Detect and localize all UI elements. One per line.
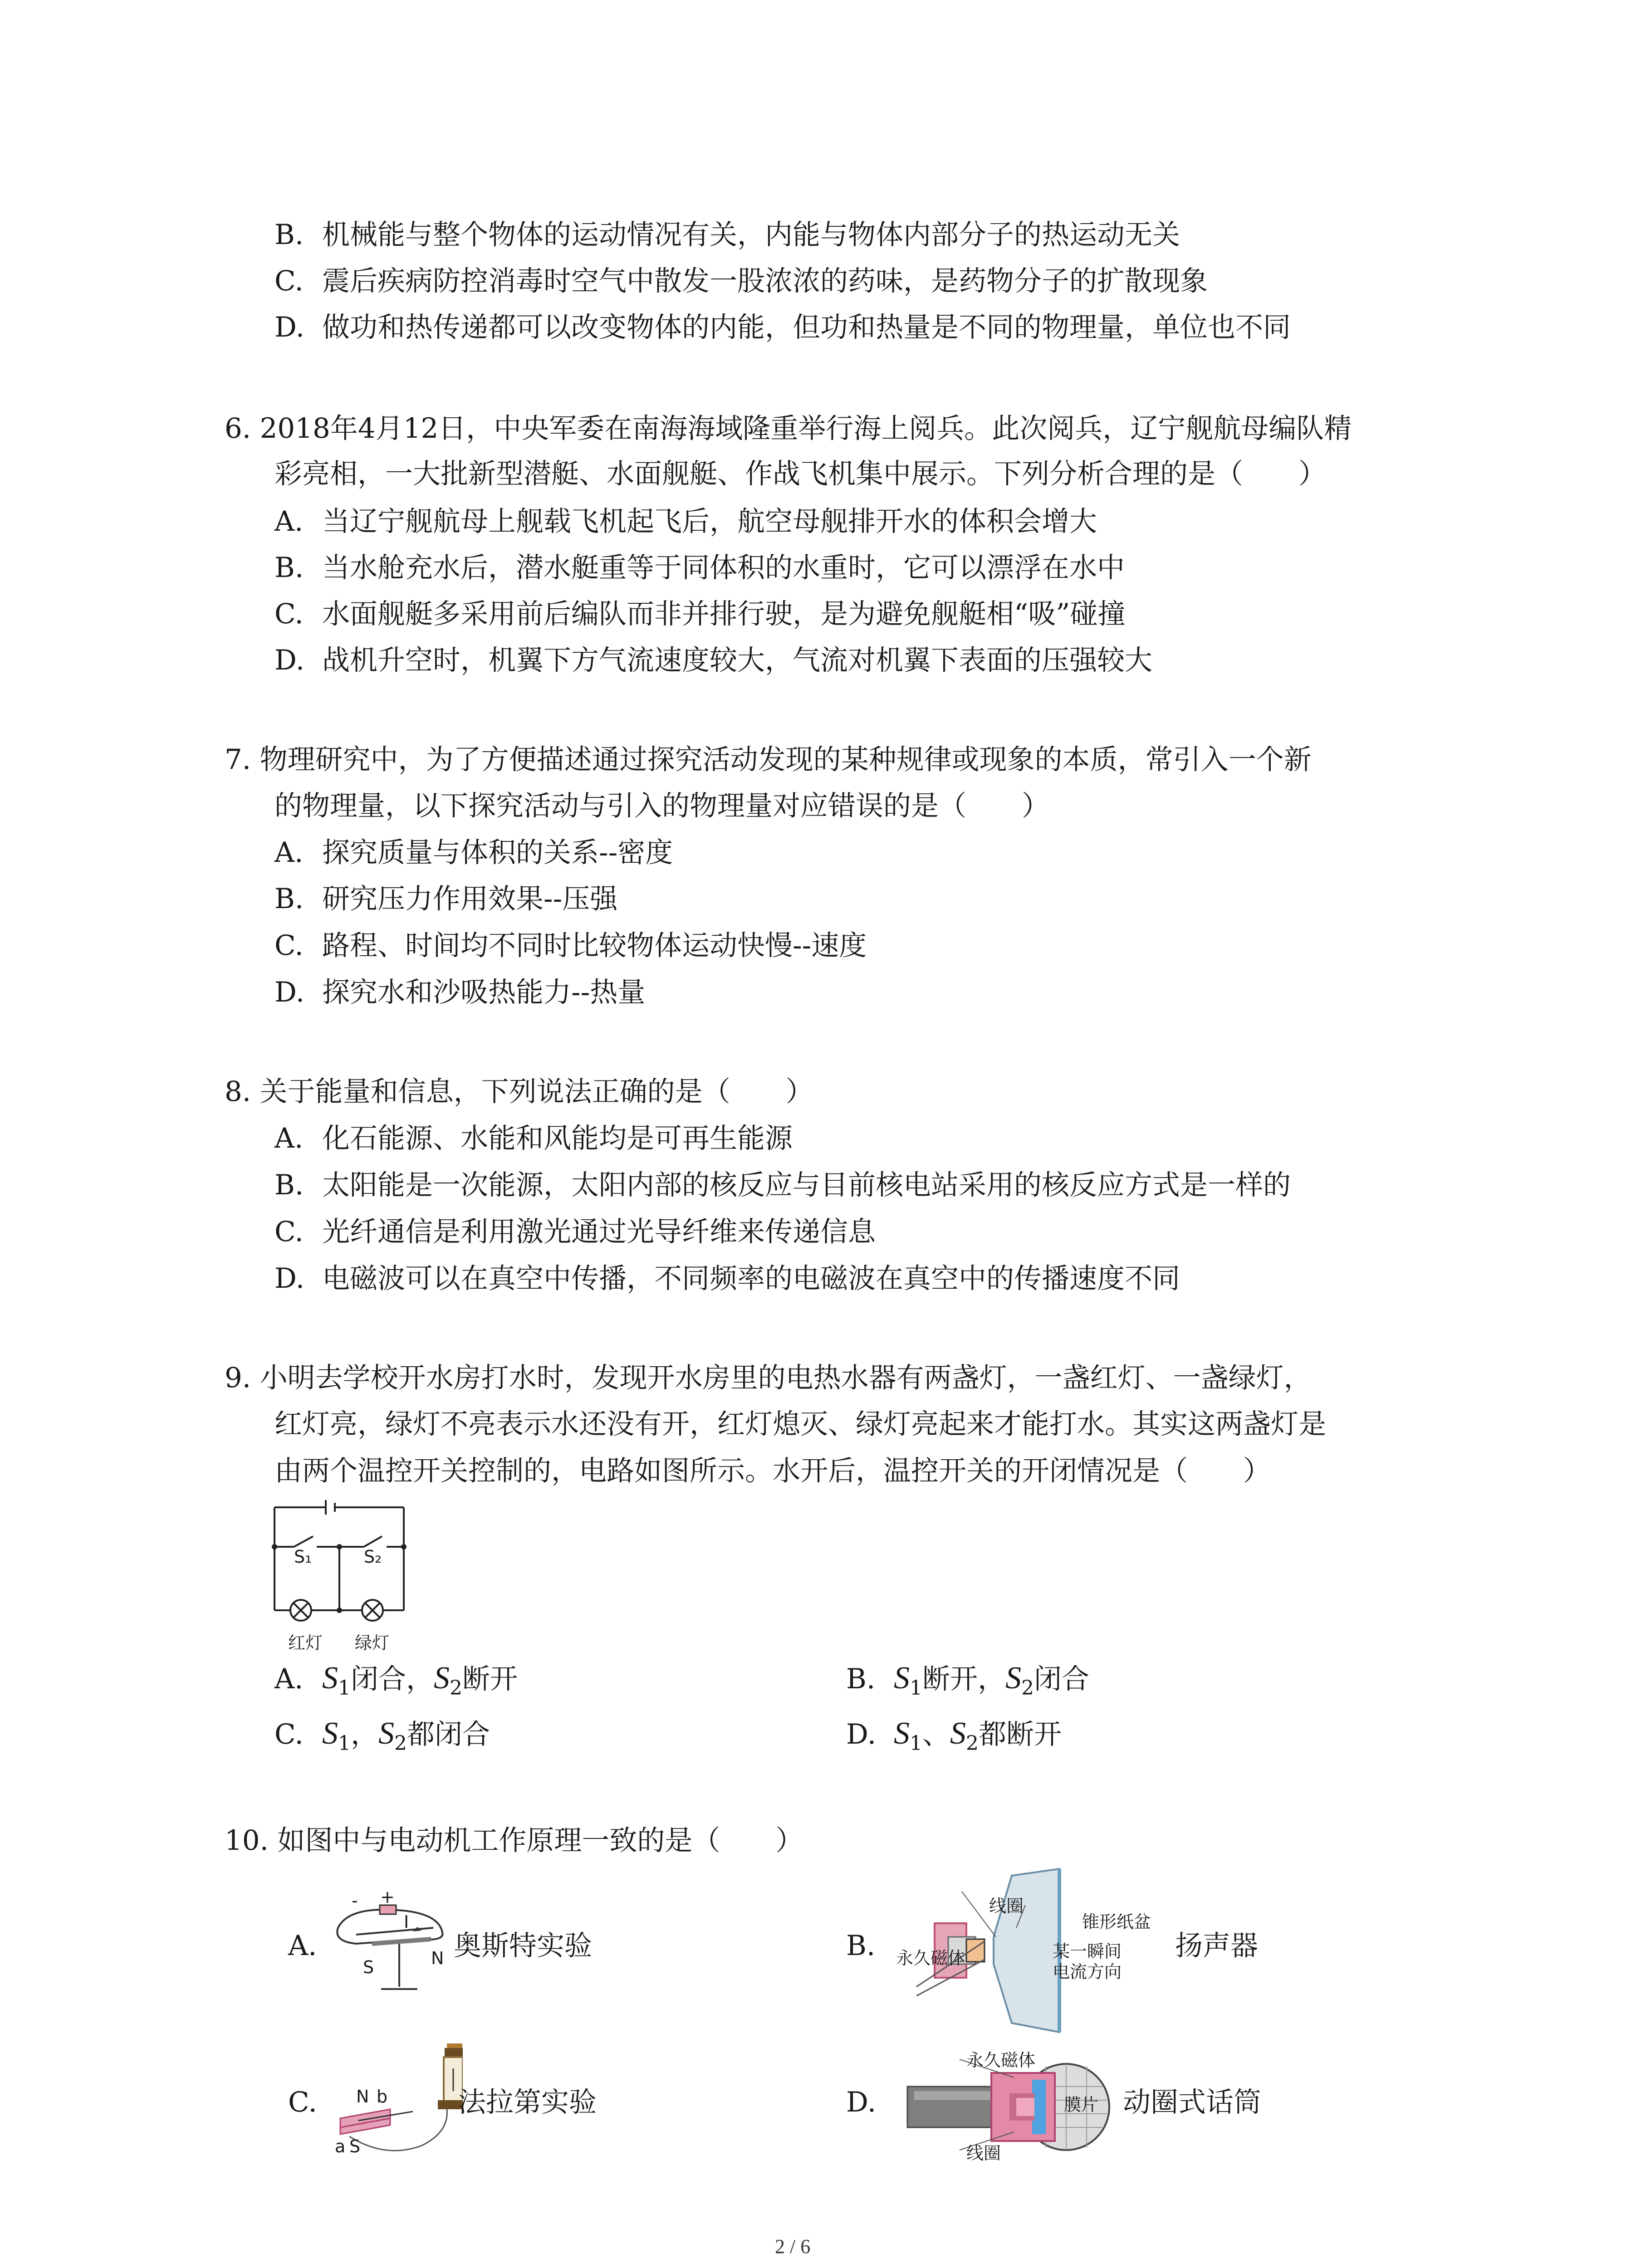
red-lamp-label: 红灯	[288, 1633, 323, 1653]
option-text: 、	[922, 1718, 950, 1750]
option-text: 战机升空时，机翼下方气流速度较大，气流对机翼下表面的压强较大	[322, 644, 1153, 676]
q8-option-d	[274, 1261, 1180, 1297]
option-letter: C.	[274, 929, 304, 962]
option-text: 都断开	[979, 1718, 1062, 1750]
q9-option-b	[846, 1660, 1089, 1706]
permanent-magnet-label: 永久磁体	[896, 1948, 965, 1968]
south-label: S	[349, 2136, 361, 2156]
option-letter: A.	[274, 1122, 304, 1154]
q7-option-c	[274, 928, 867, 964]
option-letter: B.	[274, 1169, 304, 1201]
q10-option-d-label: 动圈式话筒	[1123, 2086, 1262, 2118]
var-s: S	[322, 1661, 338, 1696]
oersted-experiment-figure	[329, 1892, 456, 2000]
option-text: 机械能与整个物体的运动情况有关，内能与物体内部分子的热运动无关	[322, 219, 1181, 251]
option-letter: A.	[274, 1663, 304, 1695]
cone-label: 锥形纸盆	[1082, 1912, 1151, 1932]
q10-option-c-label: 法拉第实验	[458, 2086, 597, 2118]
a-label: a	[335, 2136, 346, 2156]
option-letter: B.	[274, 552, 304, 584]
q6-option-d	[274, 642, 1152, 679]
option-text: 太阳能是一次能源，太阳内部的核反应与目前核电站采用的核反应方式是一样的	[322, 1169, 1291, 1201]
q7-option-d	[274, 974, 645, 1011]
option-letter: B.	[846, 1663, 876, 1695]
page-number: 2 / 6	[775, 2235, 811, 2258]
coil-label: 线圈	[989, 1896, 1024, 1916]
option-text: 闭合	[1034, 1663, 1090, 1695]
subscript: 2	[966, 1732, 979, 1755]
subscript: 2	[450, 1677, 463, 1700]
option-letter: D.	[274, 311, 305, 343]
north-label: N	[356, 2087, 369, 2107]
q8-stem: 8. 关于能量和信息，下列说法正确的是（ ）	[225, 1075, 813, 1108]
var-s: S	[322, 1716, 338, 1751]
q7-stem-line1: 7. 物理研究中，为了方便描述通过探究活动发现的某种规律或现象的本质，常引入一个新	[225, 743, 1312, 776]
subscript: 1	[338, 1677, 351, 1700]
q5-option-d	[274, 309, 1291, 346]
option-letter: C.	[274, 1718, 304, 1750]
q8-option-b	[274, 1167, 1291, 1203]
option-text: 断开	[462, 1663, 518, 1695]
b-label: b	[377, 2087, 388, 2107]
option-text: 做功和热传递都可以改变物体的内能，但功和热量是不同的物理量，单位也不同	[322, 311, 1291, 343]
subscript: 1	[338, 1732, 351, 1755]
diaphragm-label: 膜片	[1064, 2095, 1099, 2115]
current-label: I	[404, 1912, 409, 1932]
s2-label: S₂	[364, 1547, 382, 1567]
option-text: 路程、时间均不同时比较物体运动快慢--速度	[322, 929, 867, 962]
subscript: 2	[1021, 1677, 1034, 1700]
option-text: 探究水和沙吸热能力--热量	[322, 976, 646, 1008]
q10-stem: 10. 如图中与电动机工作原理一致的是（ ）	[225, 1824, 803, 1857]
option-text: 探究质量与体积的关系--密度	[322, 836, 673, 869]
var-s: S	[1005, 1661, 1022, 1696]
green-lamp-label: 绿灯	[355, 1633, 390, 1653]
q6-stem-line2: 彩亮相，一大批新型潜艇、水面舰艇、作战飞机集中展示。下列分析合理的是（ ）	[274, 458, 1327, 490]
q6-option-b	[274, 550, 1125, 586]
q5-option-c	[274, 263, 1208, 299]
subscript: 1	[910, 1732, 922, 1755]
option-text: 光纤通信是利用激光通过光导纤维来传递信息	[322, 1216, 876, 1248]
option-text: ，	[351, 1718, 379, 1750]
q8-option-c	[274, 1214, 876, 1250]
option-text: 当辽宁舰航母上舰载飞机起飞后，航空母舰排开水的体积会增大	[322, 505, 1097, 538]
option-text: 当水舱充水后，潜水艇重等于同体积的水重时，它可以漂浮在水中	[322, 552, 1125, 584]
q9-option-a	[274, 1660, 518, 1706]
option-letter: C.	[274, 265, 304, 297]
q10-option-b-letter: B.	[846, 1930, 876, 1962]
option-letter: C.	[274, 598, 304, 630]
q10-option-b-label: 扬声器	[1175, 1930, 1259, 1962]
q9-option-c	[274, 1716, 490, 1762]
q8-option-a	[274, 1120, 793, 1157]
permanent-magnet-label: 永久磁体	[966, 2050, 1036, 2070]
q10-option-c-letter: C.	[288, 2086, 317, 2118]
var-s: S	[894, 1716, 910, 1751]
option-text: 水面舰艇多采用前后编队而非并排行驶，是为避免舰艇相“吸”碰撞	[322, 598, 1126, 630]
q10-option-a-label: 奥斯特实验	[454, 1930, 593, 1962]
s1-label: S₁	[294, 1547, 312, 1567]
q9-stem-line3: 由两个温控开关控制的，电路如图所示。水开后，温控开关的开闭情况是（ ）	[274, 1455, 1271, 1487]
south-label: S	[363, 1957, 374, 1977]
current-direction-label: 电流方向	[1053, 1962, 1122, 1982]
option-text: 都闭合	[407, 1718, 490, 1750]
option-letter: D.	[274, 644, 305, 676]
north-label: N	[431, 1948, 444, 1968]
var-s: S	[434, 1661, 450, 1696]
option-text: 化石能源、水能和风能均是可再生能源	[322, 1122, 793, 1154]
q9-stem-line2: 红灯亮，绿灯不亮表示水还没有开，红灯熄灭、绿灯亮起来才能打水。其实这两盏灯是	[274, 1408, 1327, 1440]
q9-stem-line1: 9. 小明去学校开水房打水时，发现开水房里的电热水器有两盏灯，一盏红灯、一盏绿灯，	[225, 1362, 1312, 1394]
option-letter: B.	[274, 219, 304, 251]
option-letter: C.	[274, 1216, 304, 1248]
option-letter: A.	[274, 505, 304, 538]
minus-label: -	[352, 1891, 358, 1911]
option-letter: D.	[846, 1718, 877, 1750]
var-s: S	[378, 1716, 395, 1751]
option-text: 闭合，	[351, 1663, 434, 1695]
subscript: 1	[910, 1677, 922, 1700]
option-text: 震后疾病防控消毒时空气中散发一股浓浓的药味，是药物分子的扩散现象	[322, 265, 1208, 297]
option-text: 电磁波可以在真空中传播，不同频率的电磁波在真空中的传播速度不同	[322, 1262, 1181, 1295]
q10-option-d-letter: D.	[846, 2086, 877, 2118]
option-letter: A.	[274, 836, 304, 869]
q7-option-a	[274, 835, 673, 871]
option-letter: D.	[274, 1262, 305, 1295]
q6-option-c	[274, 596, 1125, 632]
plus-label: +	[380, 1887, 395, 1907]
coil-label: 线圈	[966, 2143, 1001, 2163]
var-s: S	[894, 1661, 910, 1696]
option-letter: B.	[274, 883, 304, 915]
current-moment-label: 某一瞬间	[1053, 1941, 1122, 1961]
q6-stem-line1: 6. 2018年4月12日，中央军委在南海海域隆重举行海上阅兵。此次阅兵，辽宁舰航母编队精	[225, 412, 1352, 445]
subscript: 2	[394, 1732, 407, 1755]
q5-option-b	[274, 217, 1180, 253]
option-letter: D.	[274, 976, 305, 1008]
q7-stem-line2: 的物理量，以下探究活动与引入的物理量对应错误的是（ ）	[274, 790, 1050, 822]
q9-option-d	[846, 1716, 1062, 1762]
q6-option-a	[274, 503, 1097, 540]
option-text: 断开，	[922, 1663, 1006, 1695]
q10-option-a-letter: A.	[288, 1930, 317, 1962]
option-text: 研究压力作用效果--压强	[322, 883, 618, 915]
var-s: S	[950, 1716, 966, 1751]
q7-option-b	[274, 881, 617, 917]
